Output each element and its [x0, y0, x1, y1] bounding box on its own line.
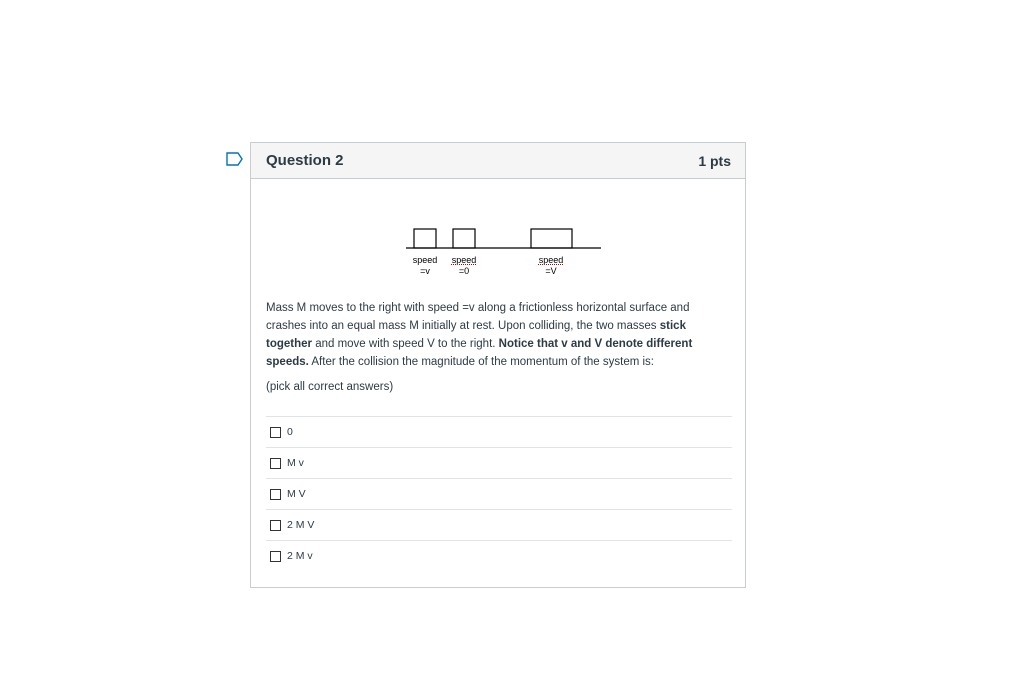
answer-list — [266, 416, 732, 571]
answer-label[interactable]: 0 — [287, 426, 293, 438]
question-text: Mass M moves to the right with speed =v along a frictionless horizontal surface and crashes into an equal mass M initially at rest. Upon colliding, the two masses stick together and move with speed V to the right. Notice that v and V denote different speeds. After the collision the magnitude of the momentum of the system is: — [266, 302, 693, 368]
collision-diagram — [401, 223, 611, 283]
answer-checkbox[interactable] — [270, 551, 281, 562]
answer-option[interactable] — [266, 447, 732, 478]
answer-option[interactable] — [266, 540, 732, 571]
answer-option[interactable] — [266, 416, 732, 447]
question-points: 1 pts — [698, 153, 731, 169]
mass-moving-box — [414, 229, 436, 248]
answer-option[interactable] — [266, 478, 732, 509]
answer-option[interactable] — [266, 509, 732, 540]
question-title: Question 2 — [266, 152, 344, 169]
label-speed-V: speed =V — [538, 255, 564, 276]
answer-label[interactable]: M V — [287, 488, 306, 500]
answer-checkbox[interactable] — [270, 520, 281, 531]
answer-label[interactable]: M v — [287, 457, 304, 469]
answer-checkbox[interactable] — [270, 427, 281, 438]
answer-label[interactable]: 2 M V — [287, 519, 315, 531]
mass-rest-box — [453, 229, 475, 248]
answer-label[interactable]: 2 M v — [287, 550, 313, 562]
answer-checkbox[interactable] — [270, 489, 281, 500]
label-speed-v: speed =v — [412, 255, 438, 276]
label-speed-0: speed =0 — [451, 255, 477, 276]
answer-checkbox[interactable] — [270, 458, 281, 469]
question-card — [250, 142, 746, 588]
question-header — [251, 143, 745, 179]
combined-mass-box — [531, 229, 572, 248]
flag-question-icon[interactable] — [226, 152, 244, 166]
question-hint: (pick all correct answers) — [266, 381, 394, 393]
